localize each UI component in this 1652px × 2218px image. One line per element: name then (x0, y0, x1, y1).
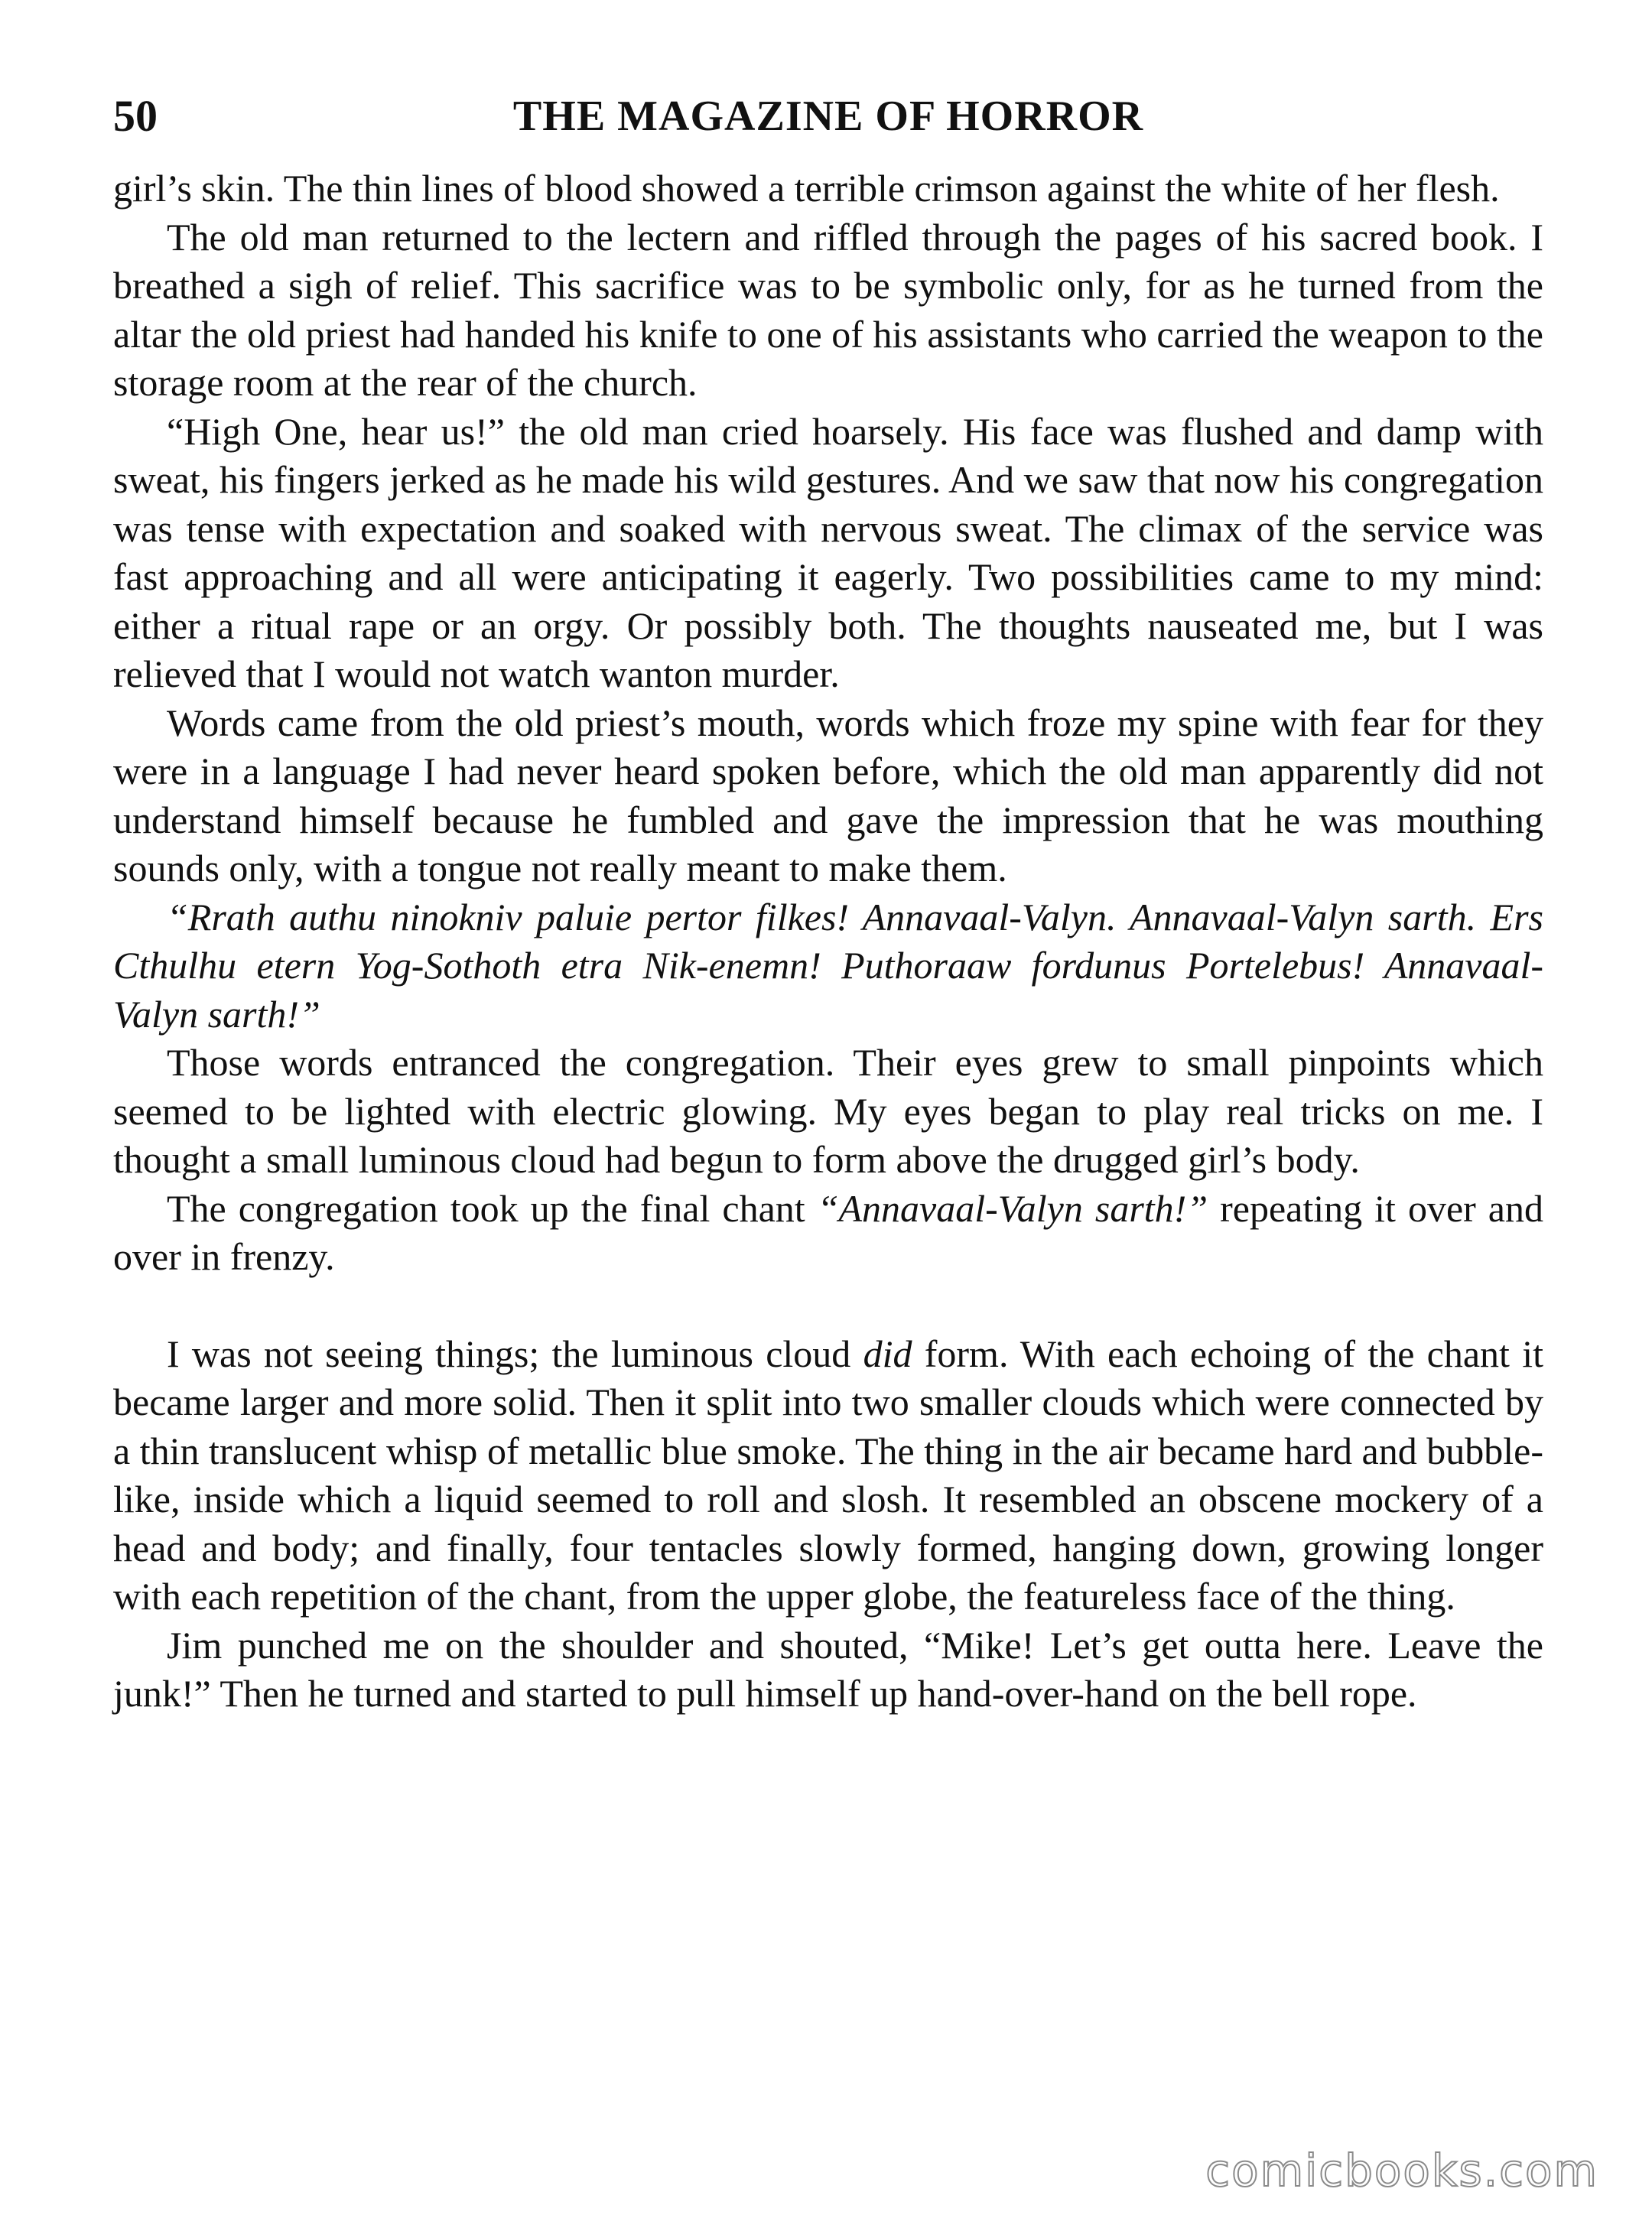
page-header (113, 86, 1543, 147)
incantation-paragraph: “Rrath authu ninokniv paluie pertor filkes! Annavaal-Valyn. Annavaal-Valyn sarth. Ers Cthulhu etern Yog-Sothoth etra Nik-enemn! Puthoraaw fordunus Portelebus! Annavaal-Valyn sarth!” (113, 895, 1543, 1036)
paragraph-continued: girl’s skin. The thin lines of blood showed a terrible crimson against the white of her flesh. (113, 167, 1500, 210)
page-number: 50 (113, 91, 158, 141)
running-head: THE MAGAZINE OF HORROR (512, 93, 1144, 140)
chant-text: “Annavaal-Valyn sarth!” (817, 1186, 1208, 1230)
watermark: comicbooks.com (1205, 2145, 1598, 2197)
paragraph: Jim punched me on the shoulder and shouted, “Mike! Let’s get outta here. Leave the junk!” Then he turned and started to pull himself up hand-over-hand on the bell rope. (113, 1623, 1543, 1715)
paragraph: The old man returned to the lectern and riffled through the pages of his sacred book. I breathed a sigh of relief. This sacrifice was to be symbolic only, for as he turned from the altar the old priest had handed his knife to one of his assistants who carried the weapon to the storage room at the rear of the church. (113, 215, 1543, 404)
paragraph: Words came from the old priest’s mouth, words which froze my spine with fear for they were in a language I had never heard spoken before, which the old man apparently did not understand himself because he fumbled and gave the impression that he was mouthing sounds only, with a tongue not really meant to make them. (113, 701, 1543, 889)
emphasis-text: did (863, 1332, 912, 1375)
paragraph-text: The congregation took up the final chant (167, 1186, 818, 1230)
paragraph: “High One, hear us!” the old man cried hoarsely. His face was flushed and damp with sweat, his fingers jerked as he made his wild gestures. And we saw that now his congregation was tense with expectation and soaked with nervous sweat. The climax of the service was fast approaching and all were anticipating it eagerly. Two possibilities came to my mind: either a ritual rape or an orgy. Or possibly both. The thoughts nauseated me, but I was relieved that I would not watch wanton murder. (113, 409, 1543, 695)
paragraph-text: I was not seeing things; the luminous cloud (167, 1332, 863, 1375)
paragraph-text: repeating it over and over in frenzy. (113, 1186, 1544, 1278)
paragraph (113, 1185, 1543, 1282)
paragraph-text: form. With each echoing of the chant it became larger and more solid. Then it split into two smaller clouds which were connected by a thin translucent whisp of metallic blue smoke. The thing in the air became hard and bubble-like, inside which a liquid seemed to roll and slosh. It resembled an obscene mockery of a head and body; and finally, four tentacles slowly formed, hanging down, growing longer with each repetition of the chant, from the upper globe, the featureless face of the thing. (113, 1332, 1543, 1618)
story-body (113, 164, 1543, 1719)
paragraph (113, 1330, 1543, 1621)
paragraph: Those words entranced the congregation. Their eyes grew to small pinpoints which seemed to be lighted with electric glowing. My eyes began to play real tricks on me. I thought a small luminous cloud had begun to form above the drugged girl’s body. (113, 1041, 1543, 1181)
